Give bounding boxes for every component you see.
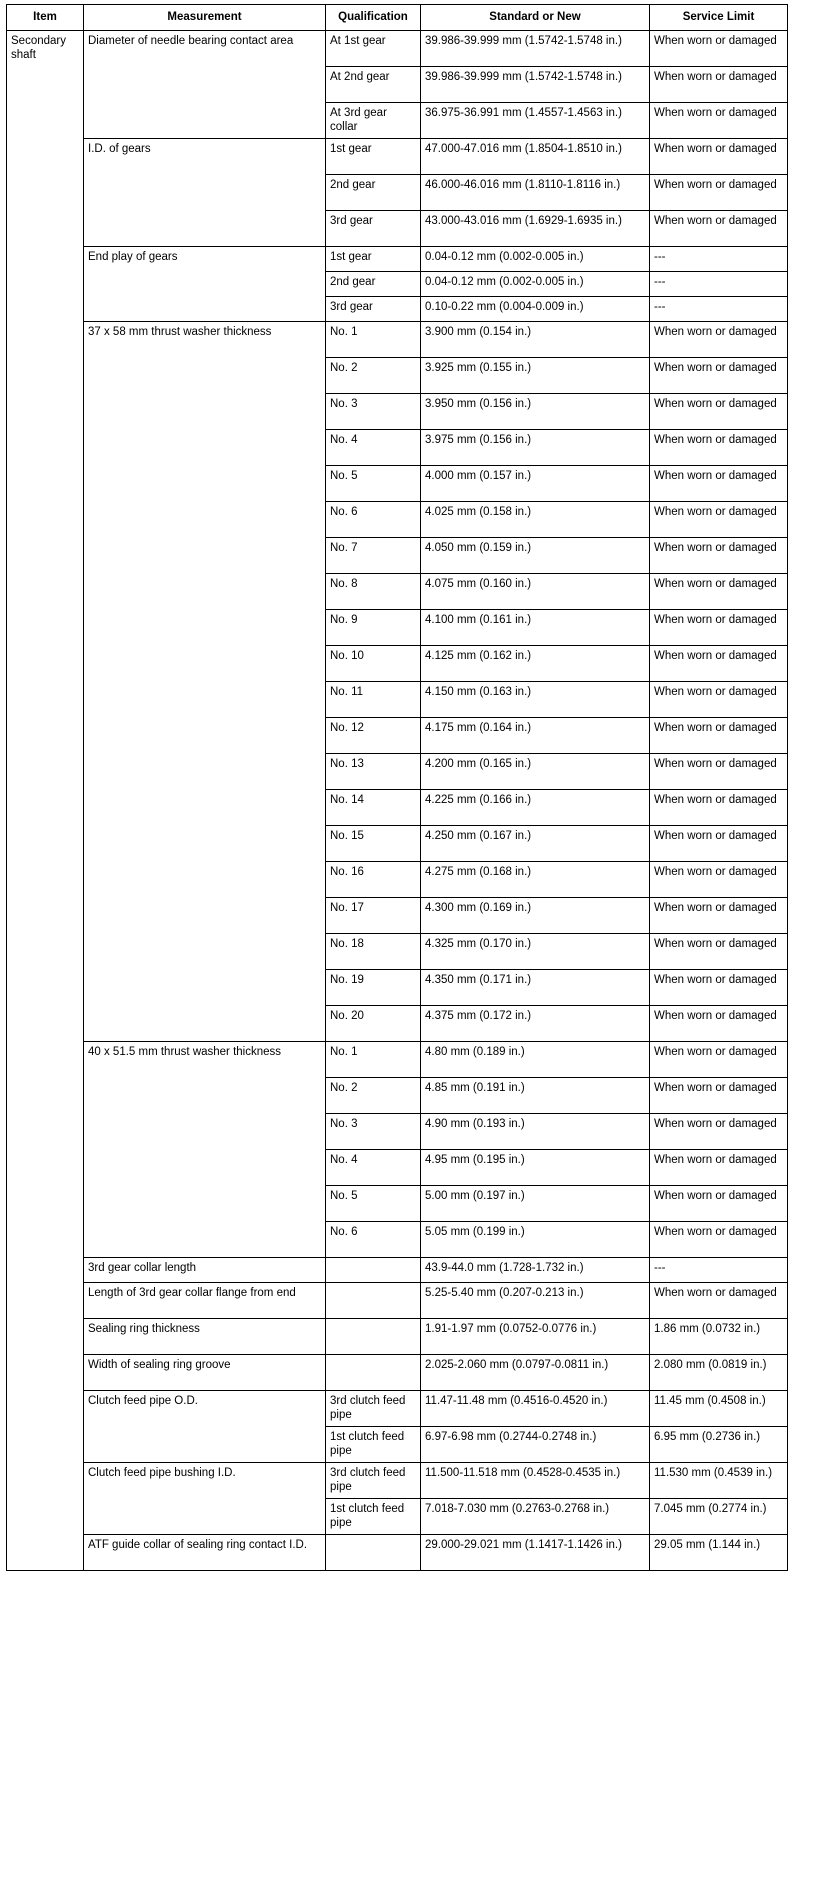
service-limit-cell: ---	[650, 247, 788, 272]
standard-cell: 1.91-1.97 mm (0.0752-0.0776 in.)	[421, 1319, 650, 1355]
service-limit-cell: ---	[650, 1258, 788, 1283]
qualification-cell: No. 20	[326, 1006, 421, 1042]
standard-cell: 4.200 mm (0.165 in.)	[421, 754, 650, 790]
table-row	[7, 139, 788, 175]
service-limit-cell: 11.530 mm (0.4539 in.)	[650, 1463, 788, 1499]
service-limit-cell: When worn or damaged	[650, 139, 788, 175]
service-limit-cell: When worn or damaged	[650, 826, 788, 862]
standard-cell: 4.300 mm (0.169 in.)	[421, 898, 650, 934]
standard-cell: 4.025 mm (0.158 in.)	[421, 502, 650, 538]
standard-cell: 4.150 mm (0.163 in.)	[421, 682, 650, 718]
qualification-cell: No. 6	[326, 502, 421, 538]
measurement-cell: Sealing ring thickness	[84, 1319, 326, 1355]
qualification-cell: 2nd gear	[326, 175, 421, 211]
table-row	[7, 1463, 788, 1499]
standard-cell: 4.250 mm (0.167 in.)	[421, 826, 650, 862]
standard-cell: 4.375 mm (0.172 in.)	[421, 1006, 650, 1042]
measurement-cell: Width of sealing ring groove	[84, 1355, 326, 1391]
table-row	[7, 1319, 788, 1355]
standard-cell: 4.80 mm (0.189 in.)	[421, 1042, 650, 1078]
qualification-cell: No. 2	[326, 358, 421, 394]
table-row	[7, 1391, 788, 1427]
service-limit-cell: When worn or damaged	[650, 502, 788, 538]
service-limit-cell: When worn or damaged	[650, 862, 788, 898]
standard-cell: 0.04-0.12 mm (0.002-0.005 in.)	[421, 247, 650, 272]
header-service-limit: Service Limit	[650, 5, 788, 31]
service-limit-cell: 6.95 mm (0.2736 in.)	[650, 1427, 788, 1463]
standard-cell: 11.47-11.48 mm (0.4516-0.4520 in.)	[421, 1391, 650, 1427]
standard-cell: 11.500-11.518 mm (0.4528-0.4535 in.)	[421, 1463, 650, 1499]
standard-cell: 7.018-7.030 mm (0.2763-0.2768 in.)	[421, 1499, 650, 1535]
qualification-cell: No. 3	[326, 1114, 421, 1150]
standard-cell: 3.950 mm (0.156 in.)	[421, 394, 650, 430]
qualification-cell: No. 2	[326, 1078, 421, 1114]
header-item: Item	[7, 5, 84, 31]
item-cell: Secondary shaft	[7, 31, 84, 1571]
qualification-cell: 1st clutch feed pipe	[326, 1499, 421, 1535]
qualification-cell: No. 4	[326, 1150, 421, 1186]
qualification-cell: No. 7	[326, 538, 421, 574]
standard-cell: 6.97-6.98 mm (0.2744-0.2748 in.)	[421, 1427, 650, 1463]
spec-table	[6, 4, 788, 1571]
service-limit-cell: When worn or damaged	[650, 1186, 788, 1222]
table-row	[7, 1535, 788, 1571]
standard-cell: 4.100 mm (0.161 in.)	[421, 610, 650, 646]
service-limit-cell: When worn or damaged	[650, 646, 788, 682]
measurement-cell: ATF guide collar of sealing ring contact I.D.	[84, 1535, 326, 1571]
qualification-cell: 1st gear	[326, 247, 421, 272]
qualification-cell: 1st gear	[326, 139, 421, 175]
standard-cell: 5.00 mm (0.197 in.)	[421, 1186, 650, 1222]
standard-cell: 4.075 mm (0.160 in.)	[421, 574, 650, 610]
standard-cell: 4.225 mm (0.166 in.)	[421, 790, 650, 826]
header-measurement: Measurement	[84, 5, 326, 31]
service-limit-cell: When worn or damaged	[650, 175, 788, 211]
qualification-cell: 1st clutch feed pipe	[326, 1427, 421, 1463]
qualification-cell: No. 10	[326, 646, 421, 682]
measurement-cell: End play of gears	[84, 247, 326, 322]
standard-cell: 3.900 mm (0.154 in.)	[421, 322, 650, 358]
service-limit-cell: When worn or damaged	[650, 103, 788, 139]
table-row	[7, 1355, 788, 1391]
qualification-cell: No. 5	[326, 466, 421, 502]
service-limit-cell: When worn or damaged	[650, 934, 788, 970]
service-limit-cell: ---	[650, 272, 788, 297]
standard-cell: 47.000-47.016 mm (1.8504-1.8510 in.)	[421, 139, 650, 175]
service-limit-cell: When worn or damaged	[650, 1078, 788, 1114]
qualification-cell: No. 18	[326, 934, 421, 970]
service-limit-cell: When worn or damaged	[650, 211, 788, 247]
service-limit-cell: When worn or damaged	[650, 574, 788, 610]
qualification-cell: No. 3	[326, 394, 421, 430]
standard-cell: 43.000-43.016 mm (1.6929-1.6935 in.)	[421, 211, 650, 247]
service-limit-cell: ---	[650, 297, 788, 322]
measurement-cell: 40 x 51.5 mm thrust washer thickness	[84, 1042, 326, 1258]
table-row	[7, 322, 788, 358]
service-limit-cell: 29.05 mm (1.144 in.)	[650, 1535, 788, 1571]
service-limit-cell: When worn or damaged	[650, 610, 788, 646]
qualification-cell: At 3rd gear collar	[326, 103, 421, 139]
service-limit-cell: 11.45 mm (0.4508 in.)	[650, 1391, 788, 1427]
qualification-cell: No. 5	[326, 1186, 421, 1222]
service-limit-cell: When worn or damaged	[650, 790, 788, 826]
service-limit-cell: When worn or damaged	[650, 1006, 788, 1042]
service-limit-cell: When worn or damaged	[650, 1150, 788, 1186]
header-row	[7, 5, 788, 31]
table-row	[7, 1258, 788, 1283]
qualification-cell: No. 4	[326, 430, 421, 466]
standard-cell: 4.90 mm (0.193 in.)	[421, 1114, 650, 1150]
standard-cell: 0.10-0.22 mm (0.004-0.009 in.)	[421, 297, 650, 322]
service-limit-cell: When worn or damaged	[650, 466, 788, 502]
table-row	[7, 31, 788, 67]
header-qualification: Qualification	[326, 5, 421, 31]
service-limit-cell: When worn or damaged	[650, 67, 788, 103]
qualification-cell: No. 6	[326, 1222, 421, 1258]
standard-cell: 4.95 mm (0.195 in.)	[421, 1150, 650, 1186]
standard-cell: 46.000-46.016 mm (1.8110-1.8116 in.)	[421, 175, 650, 211]
standard-cell: 4.000 mm (0.157 in.)	[421, 466, 650, 502]
standard-cell: 4.175 mm (0.164 in.)	[421, 718, 650, 754]
table-row	[7, 247, 788, 272]
qualification-cell: No. 17	[326, 898, 421, 934]
standard-cell: 43.9-44.0 mm (1.728-1.732 in.)	[421, 1258, 650, 1283]
standard-cell: 4.275 mm (0.168 in.)	[421, 862, 650, 898]
measurement-cell: Clutch feed pipe bushing I.D.	[84, 1463, 326, 1535]
service-limit-cell: When worn or damaged	[650, 1042, 788, 1078]
spec-body	[7, 31, 788, 1571]
qualification-cell: 3rd gear	[326, 211, 421, 247]
standard-cell: 0.04-0.12 mm (0.002-0.005 in.)	[421, 272, 650, 297]
measurement-cell: I.D. of gears	[84, 139, 326, 247]
service-limit-cell: When worn or damaged	[650, 898, 788, 934]
service-limit-cell: When worn or damaged	[650, 322, 788, 358]
measurement-cell: 3rd gear collar length	[84, 1258, 326, 1283]
standard-cell: 3.975 mm (0.156 in.)	[421, 430, 650, 466]
service-limit-cell: When worn or damaged	[650, 1114, 788, 1150]
service-limit-cell: When worn or damaged	[650, 1222, 788, 1258]
table-row	[7, 1042, 788, 1078]
service-limit-cell: When worn or damaged	[650, 31, 788, 67]
standard-cell: 36.975-36.991 mm (1.4557-1.4563 in.)	[421, 103, 650, 139]
service-limit-cell: 1.86 mm (0.0732 in.)	[650, 1319, 788, 1355]
qualification-cell	[326, 1258, 421, 1283]
service-limit-cell: When worn or damaged	[650, 718, 788, 754]
service-limit-cell: When worn or damaged	[650, 538, 788, 574]
measurement-cell: Clutch feed pipe O.D.	[84, 1391, 326, 1463]
qualification-cell	[326, 1355, 421, 1391]
standard-cell: 29.000-29.021 mm (1.1417-1.1426 in.)	[421, 1535, 650, 1571]
qualification-cell: No. 16	[326, 862, 421, 898]
qualification-cell: No. 11	[326, 682, 421, 718]
standard-cell: 2.025-2.060 mm (0.0797-0.0811 in.)	[421, 1355, 650, 1391]
qualification-cell: No. 9	[326, 610, 421, 646]
service-limit-cell: When worn or damaged	[650, 754, 788, 790]
service-limit-cell: When worn or damaged	[650, 970, 788, 1006]
qualification-cell: 3rd clutch feed pipe	[326, 1391, 421, 1427]
qualification-cell: No. 1	[326, 322, 421, 358]
standard-cell: 5.05 mm (0.199 in.)	[421, 1222, 650, 1258]
measurement-cell: Diameter of needle bearing contact area	[84, 31, 326, 139]
standard-cell: 3.925 mm (0.155 in.)	[421, 358, 650, 394]
qualification-cell	[326, 1319, 421, 1355]
measurement-cell: 37 x 58 mm thrust washer thickness	[84, 322, 326, 1042]
measurement-cell: Length of 3rd gear collar flange from end	[84, 1283, 326, 1319]
table-row	[7, 1283, 788, 1319]
standard-cell: 4.85 mm (0.191 in.)	[421, 1078, 650, 1114]
service-limit-cell: 7.045 mm (0.2774 in.)	[650, 1499, 788, 1535]
service-limit-cell: 2.080 mm (0.0819 in.)	[650, 1355, 788, 1391]
standard-cell: 4.325 mm (0.170 in.)	[421, 934, 650, 970]
qualification-cell: At 1st gear	[326, 31, 421, 67]
qualification-cell: No. 14	[326, 790, 421, 826]
qualification-cell: 2nd gear	[326, 272, 421, 297]
qualification-cell: No. 13	[326, 754, 421, 790]
qualification-cell: No. 1	[326, 1042, 421, 1078]
standard-cell: 39.986-39.999 mm (1.5742-1.5748 in.)	[421, 67, 650, 103]
standard-cell: 5.25-5.40 mm (0.207-0.213 in.)	[421, 1283, 650, 1319]
service-limit-cell: When worn or damaged	[650, 358, 788, 394]
standard-cell: 39.986-39.999 mm (1.5742-1.5748 in.)	[421, 31, 650, 67]
header-standard: Standard or New	[421, 5, 650, 31]
qualification-cell: No. 15	[326, 826, 421, 862]
service-limit-cell: When worn or damaged	[650, 682, 788, 718]
service-limit-cell: When worn or damaged	[650, 430, 788, 466]
standard-cell: 4.350 mm (0.171 in.)	[421, 970, 650, 1006]
service-limit-cell: When worn or damaged	[650, 1283, 788, 1319]
qualification-cell	[326, 1535, 421, 1571]
standard-cell: 4.050 mm (0.159 in.)	[421, 538, 650, 574]
qualification-cell: 3rd clutch feed pipe	[326, 1463, 421, 1499]
qualification-cell	[326, 1283, 421, 1319]
qualification-cell: No. 8	[326, 574, 421, 610]
service-limit-cell: When worn or damaged	[650, 394, 788, 430]
qualification-cell: 3rd gear	[326, 297, 421, 322]
standard-cell: 4.125 mm (0.162 in.)	[421, 646, 650, 682]
qualification-cell: At 2nd gear	[326, 67, 421, 103]
qualification-cell: No. 19	[326, 970, 421, 1006]
qualification-cell: No. 12	[326, 718, 421, 754]
